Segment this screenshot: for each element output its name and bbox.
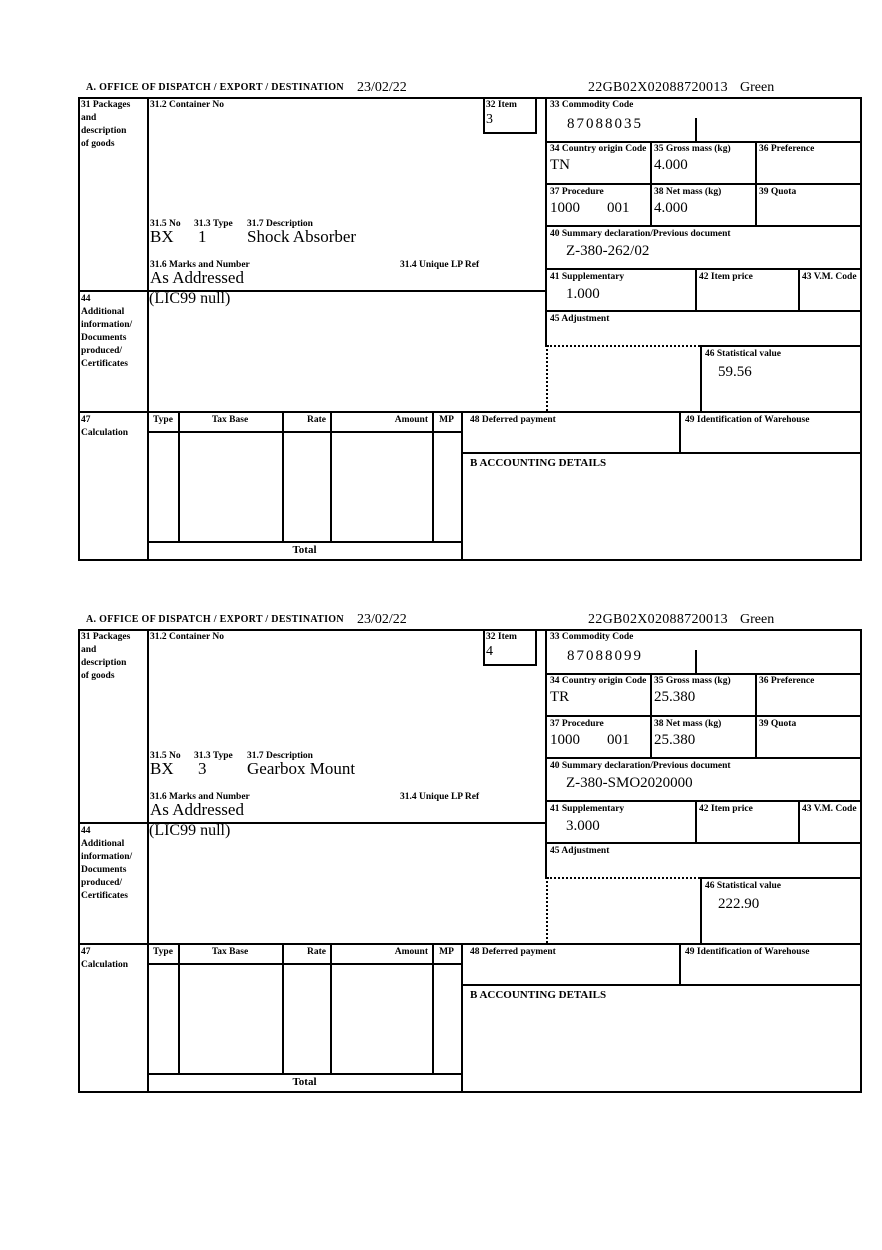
grid-line-right (860, 97, 862, 561)
field-37-label: 37 Procedure (550, 719, 604, 729)
calc-column-type: Type (153, 947, 173, 957)
field-40-label: 40 Summary declaration/Previous document (550, 229, 731, 239)
commodity-code-value: 87088099 (567, 648, 643, 664)
packages-type-value: 3 (198, 759, 207, 778)
declaration-item-section (78, 612, 862, 1093)
field-31-4-label: 31.4 Unique LP Ref (400, 260, 480, 270)
grid-line (545, 715, 862, 717)
grid-line (695, 800, 697, 844)
dispatch-date-value: 23/02/22 (357, 612, 407, 627)
grid-line (700, 877, 862, 879)
calc-column-rate: Rate (307, 947, 326, 957)
packages-no-value: BX (150, 227, 174, 246)
grid-line (755, 141, 757, 225)
field-31-label: and (81, 113, 97, 123)
field-31-label: of goods (81, 139, 115, 149)
accounting-details-label: B ACCOUNTING DETAILS (470, 457, 607, 469)
grid-line (798, 800, 800, 844)
grid-line (679, 411, 681, 454)
additional-information-value: (LIC99 null) (149, 822, 231, 839)
field-43-label: 43 V.M. Code (802, 272, 857, 282)
declaration-item-section (78, 80, 862, 561)
field-31-label: 31 Packages (81, 632, 131, 642)
procedure-additional-value: 001 (607, 200, 630, 216)
grid-line (461, 984, 862, 986)
field-46-label: 46 Statistical value (705, 349, 781, 359)
grid-line (535, 629, 537, 666)
field-48-label: 48 Deferred payment (470, 415, 556, 425)
net-mass-value: 4.000 (654, 200, 688, 216)
procedure-additional-value: 001 (607, 732, 630, 748)
net-mass-value: 25.380 (654, 732, 696, 748)
calc-column-amount: Amount (394, 947, 428, 957)
grid-line (178, 943, 180, 1073)
grid-line (679, 943, 681, 986)
field-44-label: Additional (81, 307, 125, 317)
field-44-label: information/ (81, 320, 133, 330)
form-grid (78, 97, 862, 561)
grid-line-left (78, 629, 80, 1093)
grid-line (147, 97, 149, 561)
goods-description-value: Gearbox Mount (247, 759, 356, 778)
additional-information-value: (LIC99 null) (149, 290, 231, 307)
field-39-label: 39 Quota (759, 187, 797, 197)
field-45-label: 45 Adjustment (550, 846, 610, 856)
field-31-2-label: 31.2 Container No (150, 100, 224, 110)
field-31-6-label: 31.6 Marks and Number (150, 792, 250, 802)
field-47-label: 47 (81, 415, 91, 425)
grid-line (148, 1073, 461, 1075)
marks-and-number-value: As Addressed (150, 800, 244, 819)
field-47-label: Calculation (81, 960, 128, 970)
country-origin-value: TR (550, 689, 570, 705)
grid-line (650, 141, 652, 225)
field-44-label: Documents (81, 865, 127, 875)
grid-line-top (78, 629, 862, 631)
grid-line (545, 310, 862, 312)
grid-line (483, 97, 485, 134)
dotted-divider-horizontal (547, 877, 700, 879)
grid-line-bottom (78, 559, 862, 561)
calc-column-tax-base: Tax Base (211, 415, 249, 425)
grid-line (461, 411, 463, 559)
field-44-label: information/ (81, 852, 133, 862)
field-31-6-label: 31.6 Marks and Number (150, 260, 250, 270)
grid-line-right (860, 629, 862, 1093)
grid-line (545, 268, 862, 270)
grid-line (432, 411, 434, 541)
grid-line (461, 943, 463, 1091)
field-31-5-label: 31.5 No (150, 751, 181, 761)
grid-line (147, 629, 149, 1093)
grid-line (461, 452, 862, 454)
grid-line (432, 943, 434, 1073)
field-31-3-label: 31.3 Type (194, 219, 233, 229)
field-31-2-label: 31.2 Container No (150, 632, 224, 642)
field-31-label: 31 Packages (81, 100, 131, 110)
grid-line (755, 673, 757, 757)
dotted-divider-horizontal (547, 345, 700, 347)
field-35-label: 35 Gross mass (kg) (654, 676, 731, 686)
grid-line (330, 411, 332, 541)
grid-line (545, 141, 862, 143)
grid-line (78, 411, 862, 413)
calc-column-mp: MP (439, 415, 454, 425)
grid-line (545, 842, 862, 844)
field-44-label: 44 (81, 826, 91, 836)
field-35-label: 35 Gross mass (kg) (654, 144, 731, 154)
grid-line (148, 541, 461, 543)
grid-line (148, 963, 461, 965)
field-33-label: 33 Commodity Code (550, 632, 634, 642)
packages-no-value: BX (150, 759, 174, 778)
dotted-divider-vertical (546, 345, 548, 411)
grid-line (483, 132, 537, 134)
accounting-details-label: B ACCOUNTING DETAILS (470, 989, 607, 1001)
grid-line (282, 411, 284, 541)
procedure-value: 1000 (550, 732, 580, 748)
grid-line (178, 411, 180, 541)
field-36-label: 36 Preference (759, 676, 815, 686)
field-32-label: 32 Item (486, 632, 517, 642)
grid-line-bottom (78, 1091, 862, 1093)
commodity-code-value: 87088035 (567, 116, 643, 132)
routing-status-value: Green (740, 612, 775, 627)
declaration-reference-value: 22GB02X02088720013 (588, 612, 728, 627)
section-header (78, 612, 862, 629)
calc-column-type: Type (153, 415, 173, 425)
grid-line (330, 943, 332, 1073)
grid-line (700, 345, 862, 347)
field-31-5-label: 31.5 No (150, 219, 181, 229)
calc-column-tax-base: Tax Base (211, 947, 249, 957)
field-31-label: and (81, 645, 97, 655)
field-31-3-label: 31.3 Type (194, 751, 233, 761)
field-38-label: 38 Net mass (kg) (654, 187, 722, 197)
field-31-label: description (81, 658, 127, 668)
item-number-value: 3 (486, 112, 493, 127)
field-34-label: 34 Country origin Code (550, 144, 647, 154)
field-47-label: 47 (81, 947, 91, 957)
grid-line (695, 268, 697, 312)
field-44-label: Certificates (81, 891, 128, 901)
packages-type-value: 1 (198, 227, 207, 246)
statistical-value: 59.56 (718, 364, 752, 380)
total-label: Total (292, 544, 317, 556)
grid-line (535, 97, 537, 134)
declaration-reference-value: 22GB02X02088720013 (588, 80, 728, 95)
commodity-code-tick (695, 118, 697, 141)
field-41-label: 41 Supplementary (550, 804, 625, 814)
field-44-label: 44 (81, 294, 91, 304)
country-origin-value: TN (550, 157, 570, 173)
field-31-label: of goods (81, 671, 115, 681)
grid-line (483, 664, 537, 666)
office-of-dispatch-label: A. OFFICE OF DISPATCH / EXPORT / DESTINATION (86, 82, 344, 93)
gross-mass-value: 25.380 (654, 689, 696, 705)
field-38-label: 38 Net mass (kg) (654, 719, 722, 729)
field-31-7-label: 31.7 Description (247, 219, 313, 229)
grid-line (545, 97, 547, 347)
grid-line (545, 225, 862, 227)
grid-line-top (78, 97, 862, 99)
grid-line (545, 183, 862, 185)
field-46-label: 46 Statistical value (705, 881, 781, 891)
item-number-value: 4 (486, 644, 493, 659)
field-36-label: 36 Preference (759, 144, 815, 154)
grid-line (545, 629, 547, 879)
field-49-label: 49 Identification of Warehouse (685, 415, 810, 425)
field-40-label: 40 Summary declaration/Previous document (550, 761, 731, 771)
grid-line (483, 629, 485, 666)
procedure-value: 1000 (550, 200, 580, 216)
dotted-divider-vertical (546, 877, 548, 943)
form-grid (78, 629, 862, 1093)
grid-line (545, 757, 862, 759)
field-31-7-label: 31.7 Description (247, 751, 313, 761)
grid-line (148, 431, 461, 433)
calc-column-mp: MP (439, 947, 454, 957)
summary-declaration-value: Z-380-SMO2020000 (566, 775, 693, 791)
field-39-label: 39 Quota (759, 719, 797, 729)
marks-and-number-value: As Addressed (150, 268, 244, 287)
field-44-label: produced/ (81, 878, 123, 888)
calc-column-amount: Amount (394, 415, 428, 425)
field-43-label: 43 V.M. Code (802, 804, 857, 814)
grid-line (282, 943, 284, 1073)
statistical-value: 222.90 (718, 896, 760, 912)
commodity-code-tick (695, 650, 697, 673)
field-44-label: Documents (81, 333, 127, 343)
grid-line (798, 268, 800, 312)
field-34-label: 34 Country origin Code (550, 676, 647, 686)
section-header (78, 80, 862, 97)
grid-line (545, 673, 862, 675)
field-49-label: 49 Identification of Warehouse (685, 947, 810, 957)
field-44-label: Additional (81, 839, 125, 849)
dispatch-date-value: 23/02/22 (357, 80, 407, 95)
field-41-label: 41 Supplementary (550, 272, 625, 282)
goods-description-value: Shock Absorber (247, 227, 357, 246)
grid-line-left (78, 97, 80, 561)
grid-line (700, 345, 702, 411)
grid-line (700, 877, 702, 943)
field-42-label: 42 Item price (699, 804, 753, 814)
field-42-label: 42 Item price (699, 272, 753, 282)
supplementary-units-value: 1.000 (566, 286, 600, 302)
grid-line (650, 673, 652, 757)
field-44-label: produced/ (81, 346, 123, 356)
routing-status-value: Green (740, 80, 775, 95)
calc-column-rate: Rate (307, 415, 326, 425)
field-31-label: description (81, 126, 127, 136)
total-label: Total (292, 1076, 317, 1088)
gross-mass-value: 4.000 (654, 157, 688, 173)
summary-declaration-value: Z-380-262/02 (566, 243, 650, 259)
grid-line (78, 943, 862, 945)
field-44-label: Certificates (81, 359, 128, 369)
field-45-label: 45 Adjustment (550, 314, 610, 324)
supplementary-units-value: 3.000 (566, 818, 600, 834)
office-of-dispatch-label: A. OFFICE OF DISPATCH / EXPORT / DESTINATION (86, 614, 344, 625)
grid-line (545, 800, 862, 802)
field-37-label: 37 Procedure (550, 187, 604, 197)
field-47-label: Calculation (81, 428, 128, 438)
field-31-4-label: 31.4 Unique LP Ref (400, 792, 480, 802)
field-48-label: 48 Deferred payment (470, 947, 556, 957)
field-33-label: 33 Commodity Code (550, 100, 634, 110)
field-32-label: 32 Item (486, 100, 517, 110)
